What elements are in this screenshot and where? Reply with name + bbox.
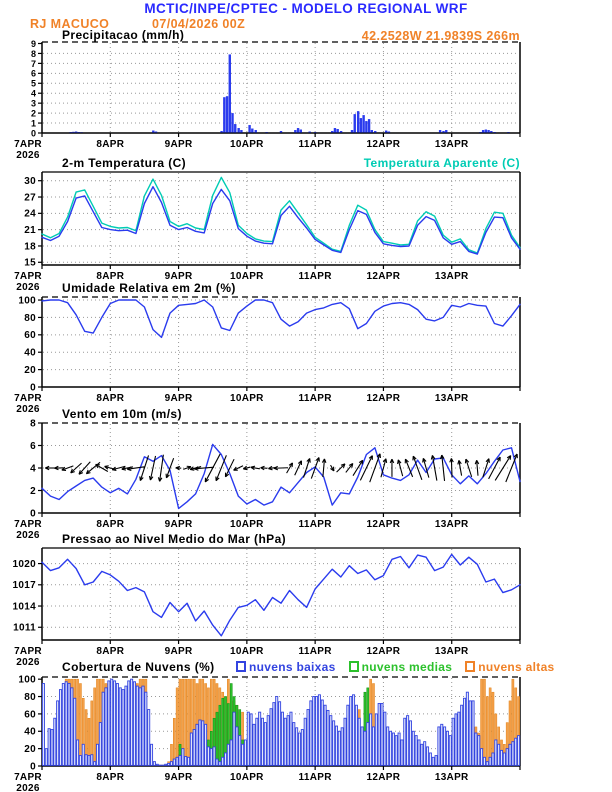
svg-text:10APR: 10APR: [229, 271, 264, 282]
svg-text:1011: 1011: [13, 622, 36, 634]
svg-text:80: 80: [24, 312, 36, 324]
station-coordinates: 42.2528W 21.9839S 266m: [361, 29, 520, 43]
svg-text:40: 40: [24, 726, 36, 738]
svg-text:27: 27: [24, 192, 36, 204]
svg-text:13APR: 13APR: [434, 646, 469, 657]
svg-text:10APR: 10APR: [229, 393, 264, 404]
svg-text:80: 80: [24, 691, 36, 703]
svg-text:1017: 1017: [12, 580, 36, 592]
svg-text:12APR: 12APR: [366, 139, 401, 150]
svg-text:11APR: 11APR: [298, 772, 332, 783]
svg-text:60: 60: [24, 709, 36, 721]
svg-text:12APR: 12APR: [366, 393, 401, 404]
svg-text:7APR: 7APR: [14, 519, 42, 530]
svg-text:6: 6: [30, 68, 36, 79]
svg-text:9APR: 9APR: [164, 519, 193, 530]
svg-text:11APR: 11APR: [298, 139, 332, 150]
svg-text:3: 3: [30, 98, 36, 109]
svg-text:20: 20: [24, 365, 36, 377]
humidity-panel-title: Umidade Relativa em 2m (%): [62, 281, 236, 295]
svg-text:13APR: 13APR: [434, 519, 469, 530]
svg-text:20: 20: [24, 744, 36, 756]
cloud-cover-panel-title: Cobertura de Nuvens (%): [62, 660, 215, 674]
svg-text:7APR: 7APR: [14, 772, 42, 783]
svg-text:10APR: 10APR: [229, 519, 264, 530]
svg-text:8: 8: [30, 418, 36, 430]
svg-text:15: 15: [24, 257, 36, 269]
svg-text:10APR: 10APR: [229, 646, 264, 657]
precipitation-panel-title: Precipitacao (mm/h): [62, 28, 185, 42]
svg-text:2026: 2026: [16, 282, 40, 293]
temperature-panel-title: 2-m Temperatura (C): [62, 156, 187, 170]
svg-text:9APR: 9APR: [164, 393, 193, 404]
svg-text:7APR: 7APR: [14, 271, 42, 282]
svg-text:1020: 1020: [12, 558, 36, 570]
svg-text:0: 0: [30, 382, 36, 394]
svg-text:13APR: 13APR: [434, 772, 469, 783]
svg-text:60: 60: [24, 330, 36, 342]
svg-text:24: 24: [24, 208, 36, 220]
svg-text:100: 100: [18, 674, 36, 686]
svg-text:5: 5: [30, 78, 36, 89]
pressure-panel-title: Pressao ao Nivel Medio do Mar (hPa): [62, 532, 287, 546]
svg-text:10APR: 10APR: [229, 772, 264, 783]
svg-text:18: 18: [24, 241, 36, 253]
apparent-temperature-title: Temperatura Aparente (C): [363, 156, 520, 170]
svg-text:4: 4: [30, 88, 36, 99]
station-name: RJ MACUCO: [30, 17, 110, 31]
svg-text:1014: 1014: [12, 601, 36, 613]
svg-text:12APR: 12APR: [366, 772, 401, 783]
svg-text:13APR: 13APR: [434, 271, 469, 282]
svg-text:7: 7: [30, 58, 36, 69]
svg-text:7APR: 7APR: [14, 139, 42, 150]
svg-text:8APR: 8APR: [96, 271, 125, 282]
cloud-cover-chart: [14, 675, 520, 792]
svg-text:9: 9: [30, 38, 36, 49]
legend-label-high-clouds: nuvens altas: [478, 660, 555, 674]
svg-text:8APR: 8APR: [96, 646, 125, 657]
svg-text:2026: 2026: [16, 404, 40, 415]
svg-text:2026: 2026: [16, 783, 40, 792]
svg-text:11APR: 11APR: [298, 519, 332, 530]
svg-text:11APR: 11APR: [298, 393, 332, 404]
svg-text:9APR: 9APR: [164, 646, 193, 657]
svg-text:0: 0: [30, 761, 36, 773]
svg-text:8APR: 8APR: [96, 519, 125, 530]
svg-text:13APR: 13APR: [434, 139, 469, 150]
svg-text:40: 40: [24, 347, 36, 359]
svg-text:9APR: 9APR: [164, 271, 193, 282]
svg-text:2: 2: [30, 108, 36, 119]
svg-text:12APR: 12APR: [366, 646, 401, 657]
svg-text:11APR: 11APR: [298, 271, 332, 282]
wind-panel-title: Vento em 10m (m/s): [62, 407, 182, 421]
svg-text:8: 8: [30, 48, 36, 59]
page-title: MCTIC/INPE/CPTEC - MODELO REGIONAL WRF: [144, 1, 468, 16]
svg-text:12APR: 12APR: [366, 519, 401, 530]
svg-text:8APR: 8APR: [96, 393, 125, 404]
wind-chart: [14, 418, 520, 541]
svg-text:2026: 2026: [16, 150, 40, 161]
svg-text:9APR: 9APR: [164, 139, 193, 150]
humidity-chart: [14, 295, 520, 415]
svg-text:100: 100: [18, 295, 36, 307]
svg-text:0: 0: [30, 508, 36, 520]
legend-label-mid-clouds: nuvens medias: [361, 660, 453, 674]
svg-text:1: 1: [30, 118, 36, 129]
precipitation-chart: [14, 39, 520, 161]
svg-text:30: 30: [24, 176, 36, 188]
svg-text:10APR: 10APR: [229, 139, 264, 150]
svg-text:21: 21: [24, 225, 36, 237]
pressure-chart: [13, 548, 520, 668]
temperature-chart: [14, 172, 520, 293]
svg-text:7APR: 7APR: [14, 393, 42, 404]
svg-text:12APR: 12APR: [366, 271, 401, 282]
svg-text:9APR: 9APR: [164, 772, 193, 783]
svg-text:2026: 2026: [16, 657, 40, 668]
svg-text:8APR: 8APR: [96, 139, 125, 150]
svg-text:4: 4: [30, 463, 36, 475]
run-datetime: 07/04/2026 00Z: [152, 17, 246, 31]
svg-text:11APR: 11APR: [298, 646, 332, 657]
svg-text:8APR: 8APR: [96, 772, 125, 783]
svg-text:6: 6: [30, 440, 36, 452]
legend-label-low-clouds: nuvens baixas: [249, 660, 336, 674]
svg-text:7APR: 7APR: [14, 646, 42, 657]
svg-text:0: 0: [30, 128, 36, 139]
svg-text:2026: 2026: [16, 530, 40, 541]
svg-text:2: 2: [30, 485, 36, 497]
svg-text:13APR: 13APR: [434, 393, 469, 404]
